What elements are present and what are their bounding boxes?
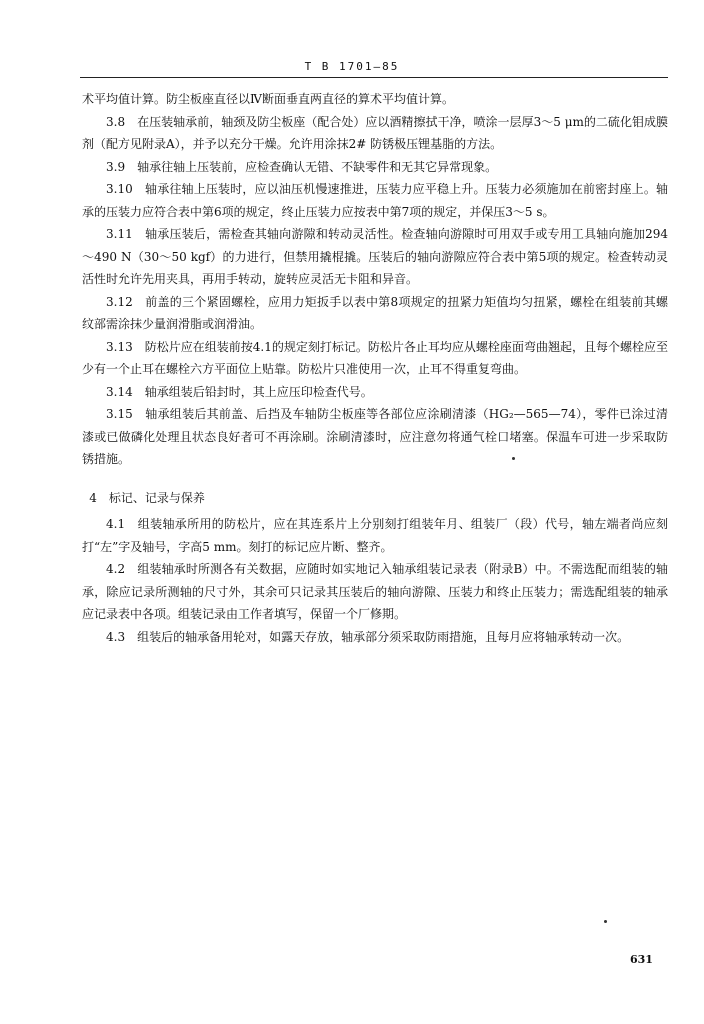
clause-3-9: 3.9 轴承往轴上压装前，应检查确认无错、不缺零件和无其它异常现象。 (106, 159, 498, 174)
scan-speck (604, 920, 607, 923)
clause-4-1: 4.1 组装轴承所用的防松片，应在其连系片上分别刻打组装年月、组装厂（段）代号，轴左端者尚应刻打“左”字及轴号，字高5 mm。刻打的标记应片断、整齐。 (82, 517, 668, 554)
header-rule (80, 77, 668, 78)
clause-3-14: 3.14 轴承组装后铅封时，其上应压印检查代号。 (106, 384, 373, 399)
clause-4-2: 4.2 组装轴承时所测各有关数据，应随时如实地记入轴承组装记录表（附录B）中。不需选配而组装的轴承，除应记录所测轴的尺寸外，其余可只记录其压装后的轴向游隙、压装力和终止压装力；需选配组装的轴承应记录表中各项。组装记录由工作者填写，保留一个厂修期。 (82, 562, 668, 621)
page-number: 631 (630, 953, 653, 966)
clause-4-3: 4.3 组装后的轴承备用轮对，如露天存放，轴承部分须采取防雨措施，且每月应将轴承转动一次。 (106, 629, 630, 644)
scan-speck (512, 457, 515, 460)
clause-3-12: 3.12 前盖的三个紧固螺栓，应用力矩扳手以表中第8项规定的扭紧力矩值均匀扭紧，螺栓在组装前其螺纹部需涂抹少量润滑脂或润滑油。 (82, 294, 668, 331)
document-body (82, 88, 668, 648)
clause-3-13: 3.13 防松片应在组装前按4.1的规定刻打标记。防松片各止耳均应从螺栓座面弯曲翘起，且每个螺栓应至少有一个止耳在螺栓六方平面位上贴靠。防松片只准使用一次，止耳不得重复弯曲。 (82, 339, 668, 376)
section-4-heading: 4 标记、记录与保养 (89, 490, 205, 505)
clause-3-11: 3.11 轴承压装后，需检查其轴向游隙和转动灵活性。检查轴向游隙时可用双手或专用工具轴向施加294～490 N（30～50 kgf）的力进行，但禁用撬棍撬。压装后的轴向游隙应符合表中第5项的规定。检查转动灵活性时允许先用夹具，再用手转动，旋转应灵活无卡阻和异音。 (82, 227, 668, 286)
clause-3-8: 3.8 在压装轴承前，轴颈及防尘板座（配合处）应以酒精擦拭干净，喷涂一层厚3～5 μm的二硫化钼成膜剂（配方见附录A），并予以充分干燥。允许用涂抹2# 防锈极压锂基脂的方法。 (82, 114, 668, 151)
clause-3-15: 3.15 轴承组装后其前盖、后挡及车轴防尘板座等各部位应涂刷清漆（HG₂—565—74），零件已涂过清漆或已做磷化处理且状态良好者可不再涂刷。涂刷清漆时，应注意勿将通气栓口堵塞。保温车可进一步采取防锈措施。 (82, 407, 668, 466)
clause-3-10: 3.10 轴承往轴上压装时，应以油压机慢速推进，压装力应平稳上升。压装力必须施加在前密封座上。轴承的压装力应符合表中第6项的规定，终止压装力应按表中第7项的规定，并保压3～5 s。 (82, 182, 668, 219)
document-header: T B 1701—85 (304, 60, 400, 73)
paragraph-continuation: 术平均值计算。防尘板座直径以Ⅳ断面垂直两直径的算术平均值计算。 (82, 92, 454, 106)
